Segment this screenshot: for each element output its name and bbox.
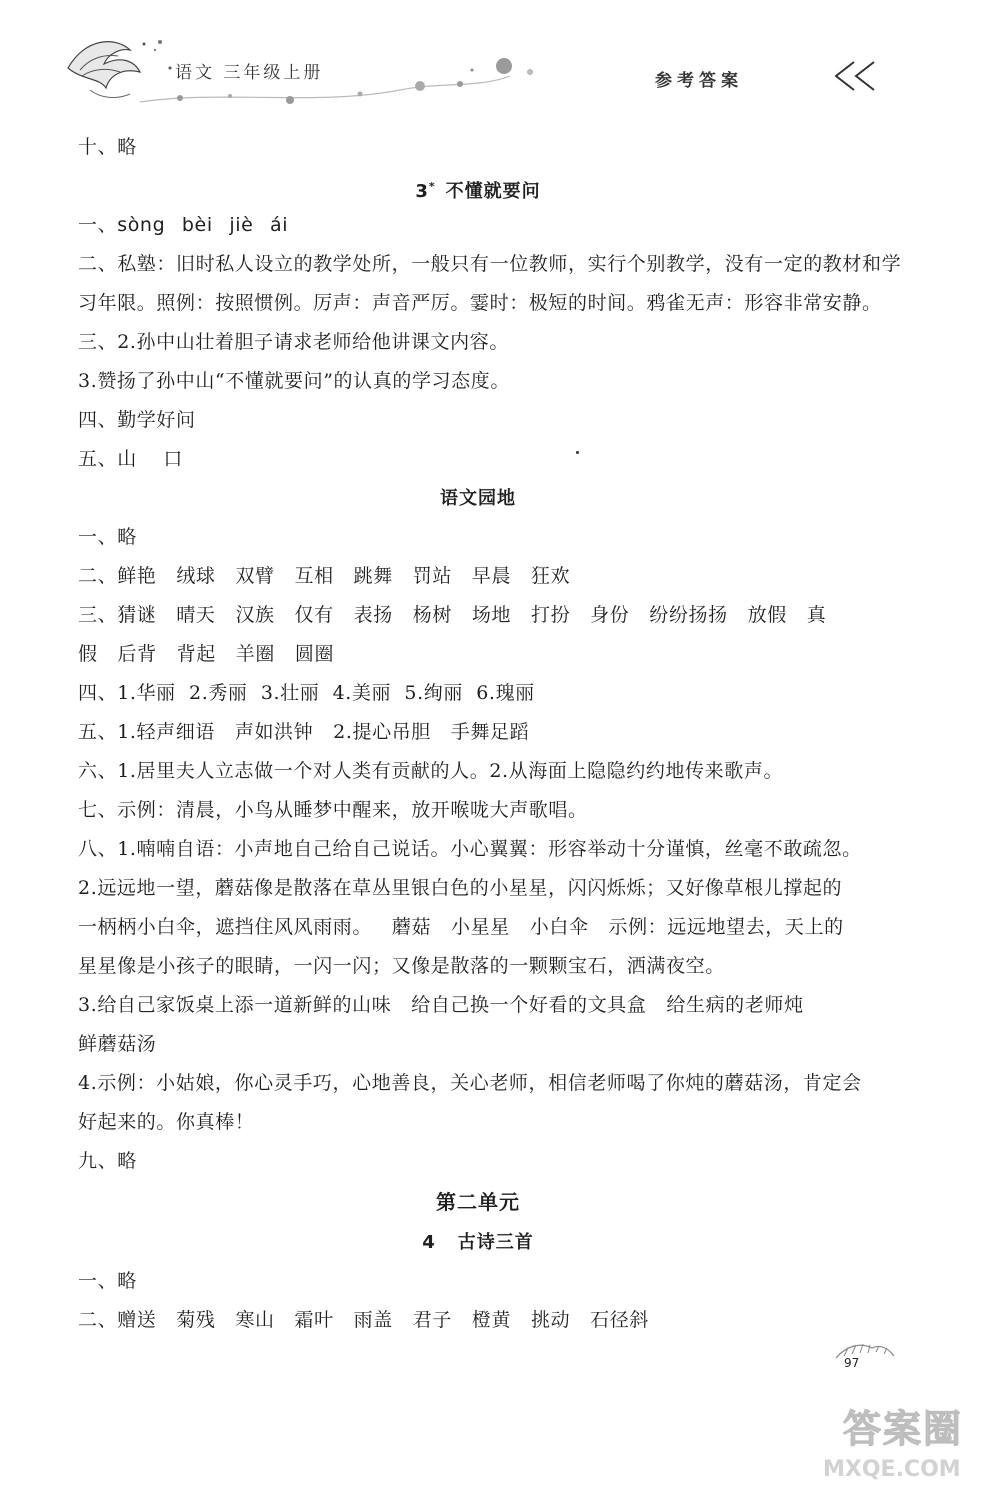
header-decoration — [60, 28, 620, 118]
section-heading — [78, 1181, 878, 1223]
answer-line: 3.给自己家饭桌上添一道新鲜的山味 给自己换一个好看的文具盒 给生病的老师炖 — [78, 994, 804, 1016]
watermark-logo — [815, 1390, 990, 1486]
answer-line: 假 后背 背起 羊圈 圆圈 — [78, 643, 335, 665]
answer-line: 一、略 — [78, 1270, 137, 1292]
answer-line: 三、2.孙中山壮着胆子请求老师给他讲课文内容。 — [78, 331, 509, 353]
answer-line: 好起来的。你真棒！ — [78, 1111, 255, 1133]
answer-line: 三、猜谜 晴天 汉族 仅有 表扬 杨树 场地 打扮 身份 纷纷扬扬 放假 真 — [78, 604, 827, 626]
lesson-number: 3 — [415, 181, 429, 202]
answer-line: 四、勤学好问 — [78, 409, 196, 431]
answer-line: 六、1.居里夫人立志做一个对人类有贡献的人。2.从海面上隐隐约约地传来歌声。 — [78, 760, 784, 782]
header-title: 语文 三年级上册 — [175, 63, 324, 83]
heading-text: 不懂就要问 — [445, 181, 541, 202]
page-number: 97 — [844, 1356, 860, 1370]
answer-line: 八、1.喃喃自语：小声地自己给自己说话。小心翼翼：形容举动十分谨慎，丝毫不敢疏忽。 — [78, 838, 862, 860]
lesson-marker: * — [428, 180, 436, 193]
answer-line: 3.赞扬了孙中山“不懂就要问”的认真的学习态度。 — [78, 370, 510, 392]
svg-text:MXQE.COM: MXQE.COM — [823, 1457, 961, 1482]
svg-text:答案圈: 答案圈 — [843, 1407, 964, 1451]
answer-line: 一、略 — [78, 526, 137, 548]
heading-text: 第二单元 — [436, 1190, 520, 1214]
answer-line: 星星像是小孩子的眼睛，一闪一闪；又像是散落的一颗颗宝石，洒满夜空。 — [78, 955, 725, 977]
stray-dot — [576, 451, 579, 454]
section-heading — [78, 167, 878, 206]
page-number-badge — [830, 1340, 900, 1380]
section-heading — [78, 1223, 878, 1262]
header-answer-label: 参考答案 — [655, 71, 743, 91]
heading-text: 语文园地 — [440, 488, 516, 509]
answer-line: 2.远远地一望，蘑菇像是散落在草丛里银白色的小星星，闪闪烁烁；又好像草根儿撑起的 — [78, 877, 843, 899]
answer-line: 4.示例：小姑娘，你心灵手巧，心地善良，关心老师，相信老师喝了你炖的蘑菇汤，肯定会 — [78, 1072, 862, 1094]
answer-line: 习年限。照例：按照惯例。厉声：声音严厉。霎时：极短的时间。鸦雀无声：形容非常安静。 — [78, 292, 882, 314]
answer-line: 一、sòng bèi jiè ái — [78, 214, 289, 236]
page-number-ornament — [830, 1340, 900, 1362]
answer-line: 九、略 — [78, 1150, 137, 1172]
answer-line: 一柄柄小白伞，遮挡住风风雨雨。 蘑菇 小星星 小白伞 示例：远远地望去，天上的 — [78, 916, 844, 938]
answer-content — [78, 128, 902, 1340]
answer-line: 四、1.华丽 2.秀丽 3.壮丽 4.美丽 5.绚丽 6.瑰丽 — [78, 682, 535, 704]
answer-line: 五、山 口 — [78, 448, 183, 470]
answer-line: 二、私塾：旧时私人设立的教学处所，一般只有一位教师，实行个别教学，没有一定的教材和学 — [78, 253, 902, 275]
answer-line: 七、示例：清晨，小鸟从睡梦中醒来，放开喉咙大声歌唱。 — [78, 799, 588, 821]
answer-line: 十、略 — [78, 136, 137, 158]
answer-line: 鲜蘑菇汤 — [78, 1033, 157, 1055]
answer-line: 五、1.轻声细语 声如洪钟 2.提心吊胆 手舞足蹈 — [78, 721, 530, 743]
answer-line: 二、赠送 菊残 寒山 霜叶 雨盖 君子 橙黄 挑动 石径斜 — [78, 1309, 649, 1331]
answer-line: 二、鲜艳 绒球 双臂 互相 跳舞 罚站 早晨 狂欢 — [78, 565, 571, 587]
section-heading — [78, 479, 878, 518]
page-header — [60, 28, 940, 118]
double-chevron-left-icon — [830, 58, 880, 94]
heading-text: 古诗三首 — [457, 1232, 534, 1253]
lesson-number: 4 — [422, 1232, 436, 1253]
